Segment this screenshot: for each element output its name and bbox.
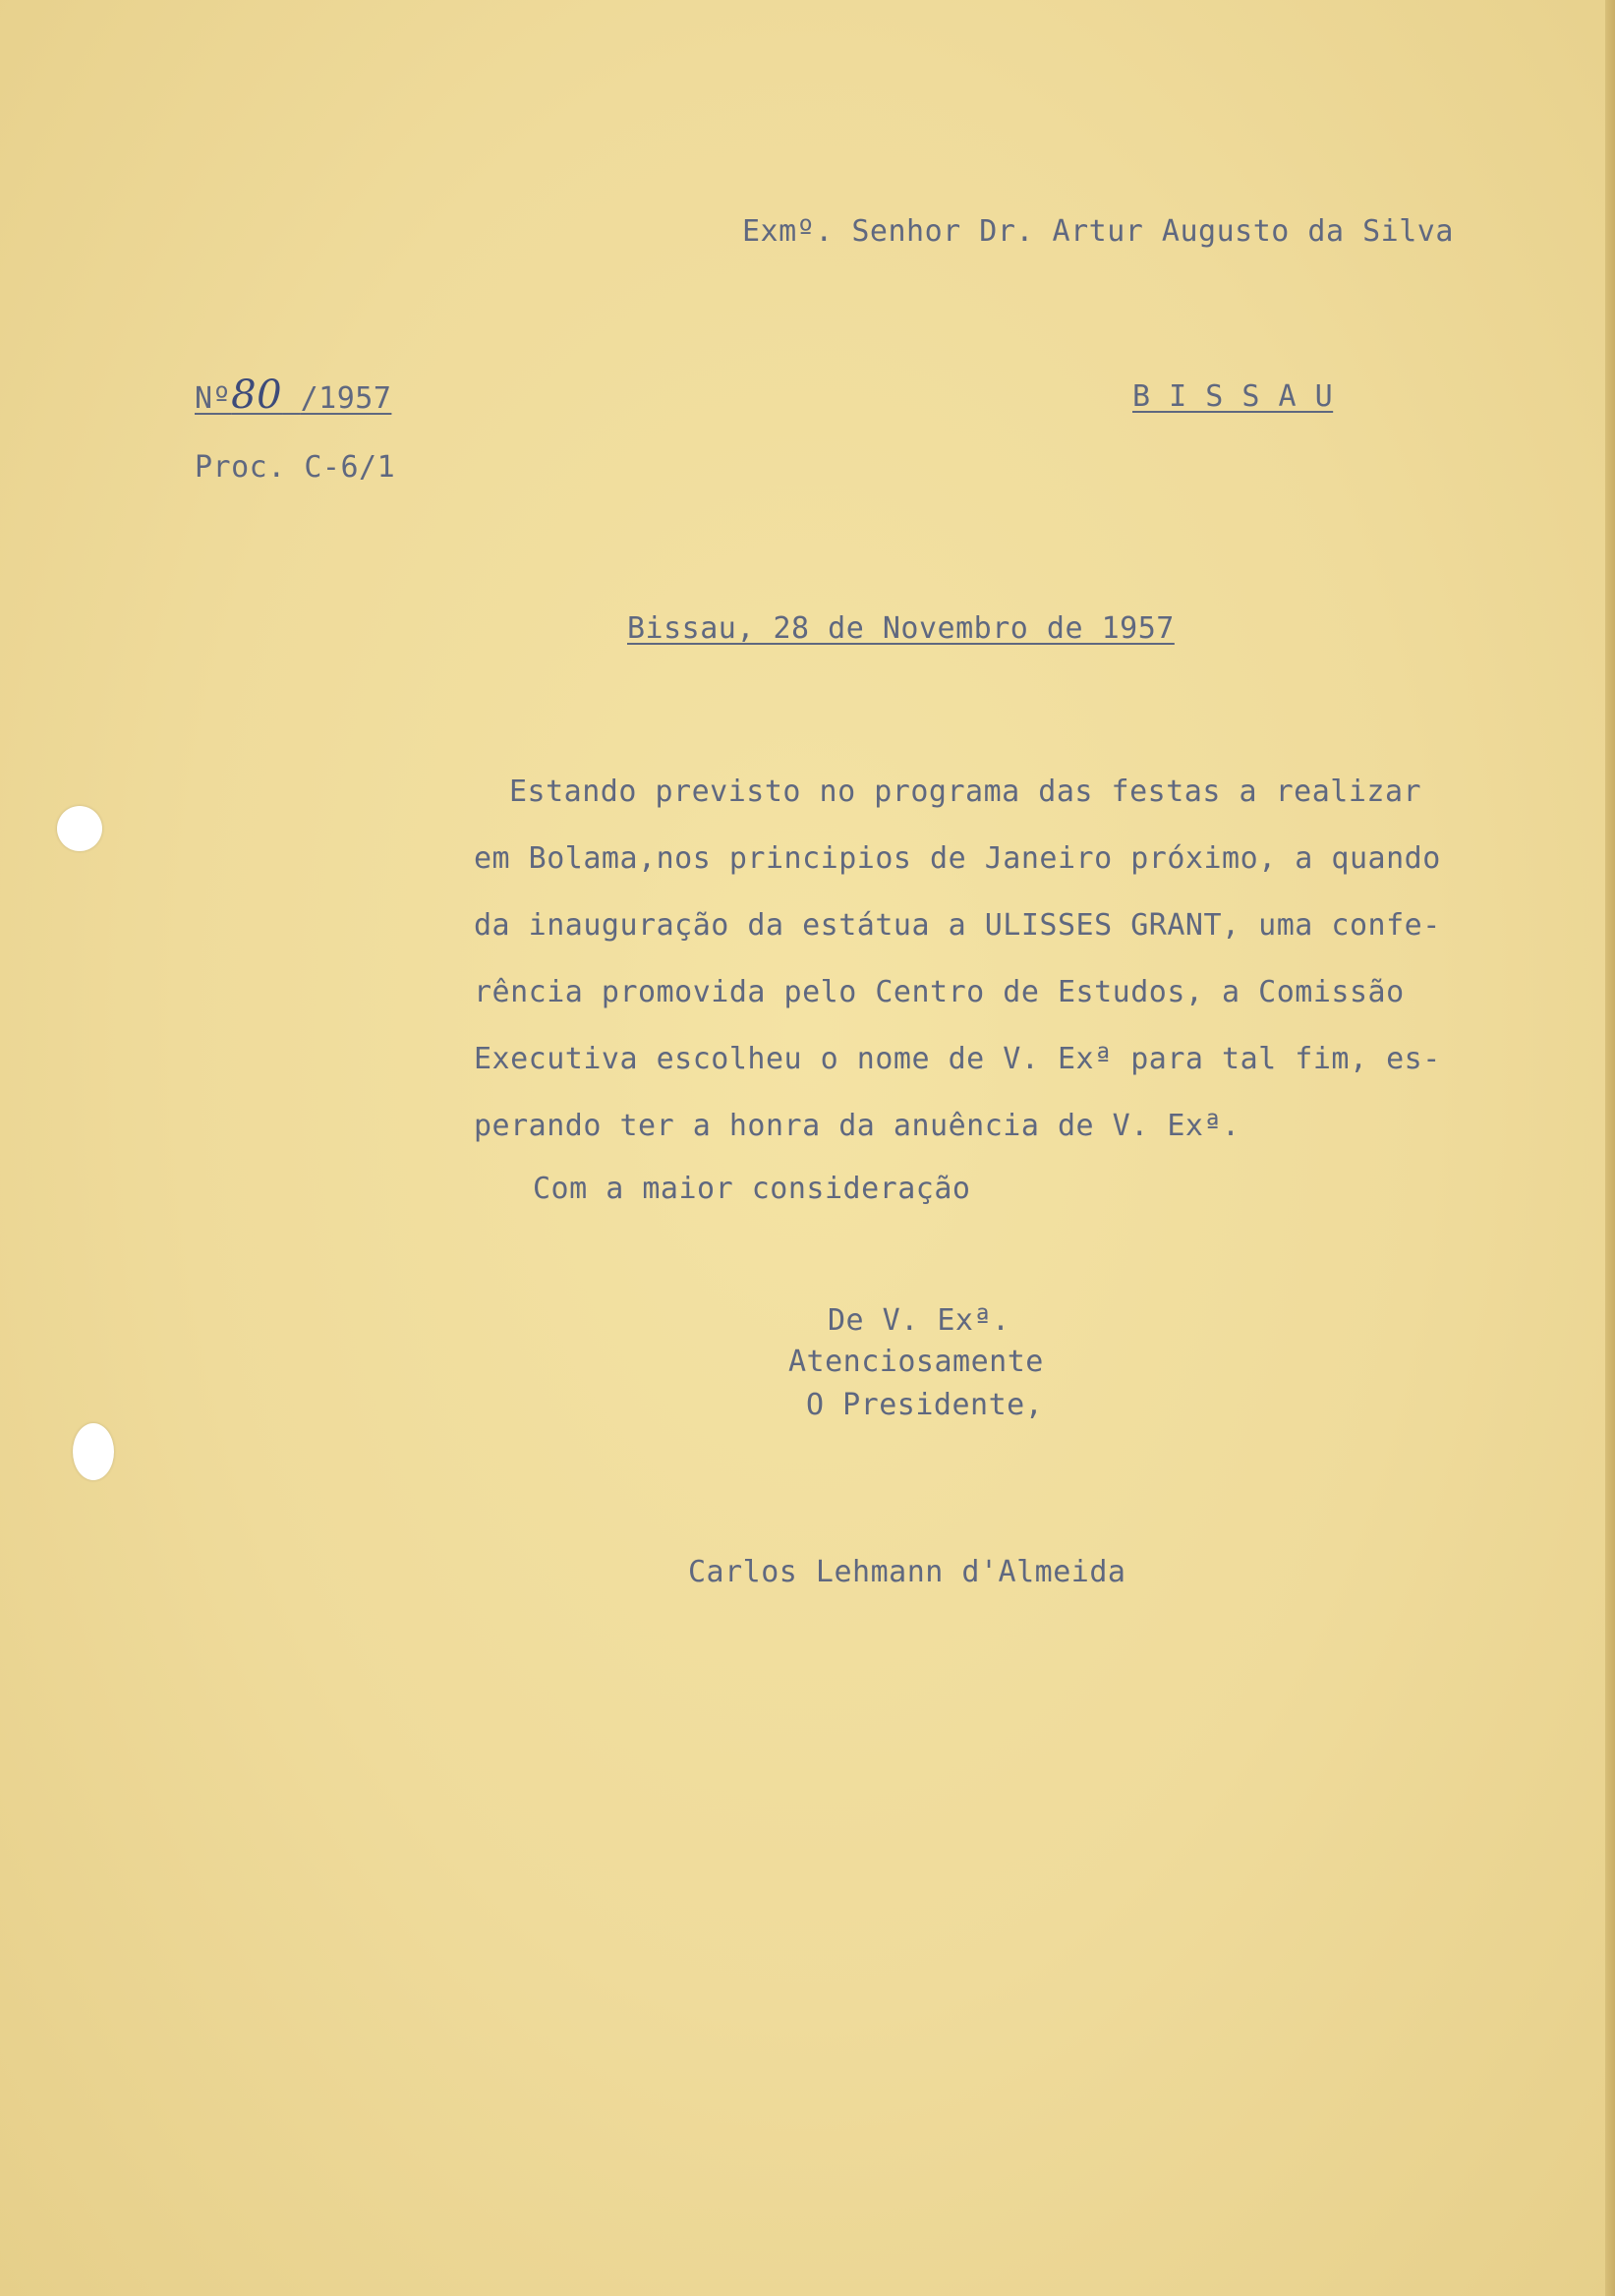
date-line: Bissau, 28 de Novembro de 1957 xyxy=(627,611,1175,646)
recipient-line: Exmº. Senhor Dr. Artur Augusto da Silva xyxy=(742,214,1454,249)
signature-valediction: Atenciosamente xyxy=(788,1345,1044,1379)
reference-number-handwritten: 80 xyxy=(231,373,283,418)
signature-title: O Presidente, xyxy=(806,1388,1044,1422)
signature-name: Carlos Lehmann d'Almeida xyxy=(688,1555,1126,1589)
body-line-3: da inauguração da estátua a ULISSES GRANT, uma confe- xyxy=(474,908,1441,943)
signature-greeting: De V. Exª. xyxy=(828,1303,1010,1338)
body-line-5: Executiva escolheu o nome de V. Exª para tal fim, es- xyxy=(474,1042,1441,1076)
body-line-6: perando ter a honra da anuência de V. Exª. xyxy=(474,1109,1240,1143)
destination-city: B I S S A U xyxy=(1132,379,1334,414)
reference-number xyxy=(195,373,392,418)
body-line-2: em Bolama,nos principios de Janeiro próximo, a quando xyxy=(474,841,1441,876)
paper-edge xyxy=(1605,0,1615,2296)
punch-hole-bottom xyxy=(73,1423,114,1480)
body-line-4: rência promovida pelo Centro de Estudos, a Comissão xyxy=(474,975,1405,1009)
reference-prefix: Nº xyxy=(195,381,232,416)
punch-hole-top xyxy=(57,806,102,851)
reference-year: /1957 xyxy=(300,381,392,416)
closing-line: Com a maior consideração xyxy=(533,1172,971,1206)
process-number: Proc. C-6/1 xyxy=(195,450,396,485)
body-line-1: Estando previsto no programa das festas a realizar xyxy=(509,775,1422,809)
